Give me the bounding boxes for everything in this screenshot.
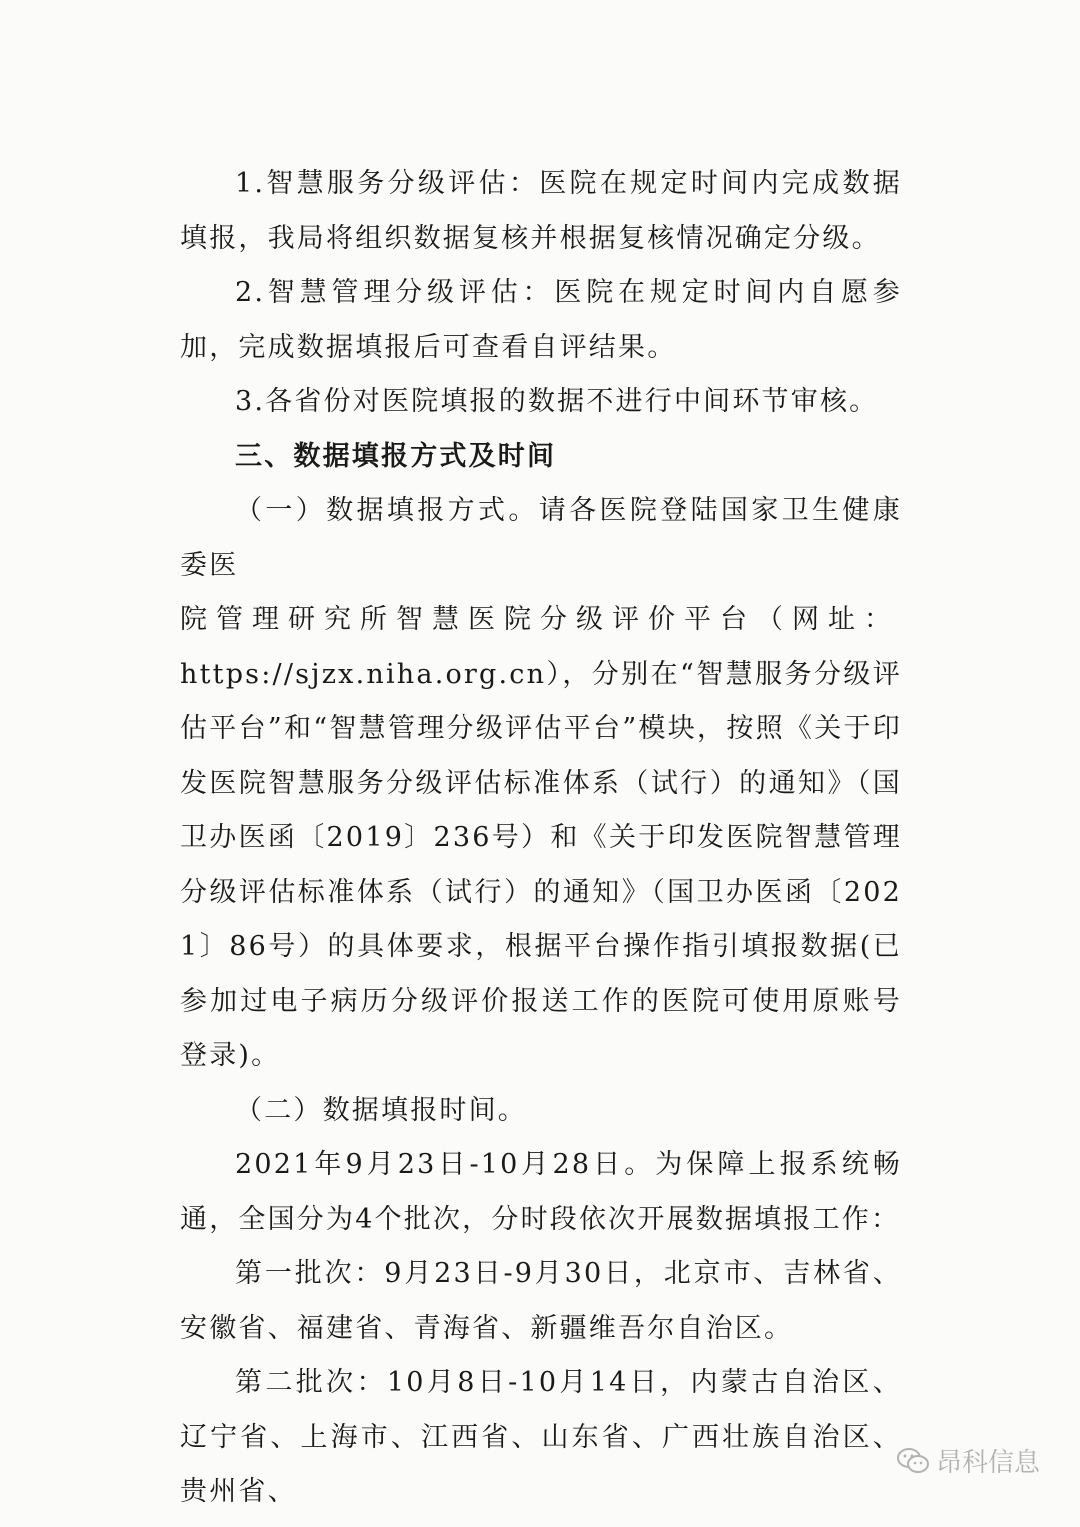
paragraph-batch-one: 第一批次：9月23日-9月30日，北京市、吉林省、安徽省、福建省、青海省、新疆维吾尔自治区。: [180, 1258, 902, 1344]
wechat-watermark: [896, 1442, 1040, 1479]
paragraph-submission-method-line2: 院管理研究所智慧医院分级评价平台（网址：: [180, 604, 900, 635]
paragraph-smart-service-evaluation: 1.智慧服务分级评估：医院在规定时间内完成数据填报，我局将组织数据复核并根据复核情况确定分级。: [180, 168, 902, 254]
paragraph-batch-two: 第二批次：10月8日-10月14日，内蒙古自治区、辽宁省、上海市、江西省、山东省、广西壮族自治区、贵州省、: [180, 1367, 902, 1507]
wechat-icon: [896, 1447, 930, 1475]
paragraph-smart-management-evaluation: 2.智慧管理分级评估：医院在规定时间内自愿参加，完成数据填报后可查看自评结果。: [180, 277, 902, 363]
paragraph-no-provincial-review: 3.各省份对医院填报的数据不进行中间环节审核。: [235, 386, 879, 417]
paragraph-submission-period: 2021年9月23日-10月28日。为保障上报系统畅通，全国分为4个批次，分时段依次开展数据填报工作：: [180, 1149, 902, 1235]
paragraph-submission-method-details: https://sjzx.niha.org.cn），分别在“智慧服务分级评估平台”和“智慧管理分级评估平台”模块，按照《关于印发医院智慧服务分级评估标准体系（试行）的通知》（国卫办医函〔2019〕236号）和《关于印发医院智慧管理分级评估标准体系（试行）的通知》（国卫办医函〔2021〕86号）的具体要求，根据平台操作指引填报数据(已参加过电子病历分级评价报送工作的医院可使用原账号登录)。: [180, 658, 902, 1071]
watermark-text: 昂科信息: [935, 1448, 1040, 1478]
section-heading-submission-method-time: 三、数据填报方式及时间: [235, 440, 557, 472]
paragraph-submission-time-heading: （二）数据填报时间。: [235, 1094, 527, 1126]
document-body: [180, 157, 902, 1520]
paragraph-submission-method-line1: （一）数据填报方式。请各医院登陆国家卫生健康委医: [180, 495, 902, 581]
